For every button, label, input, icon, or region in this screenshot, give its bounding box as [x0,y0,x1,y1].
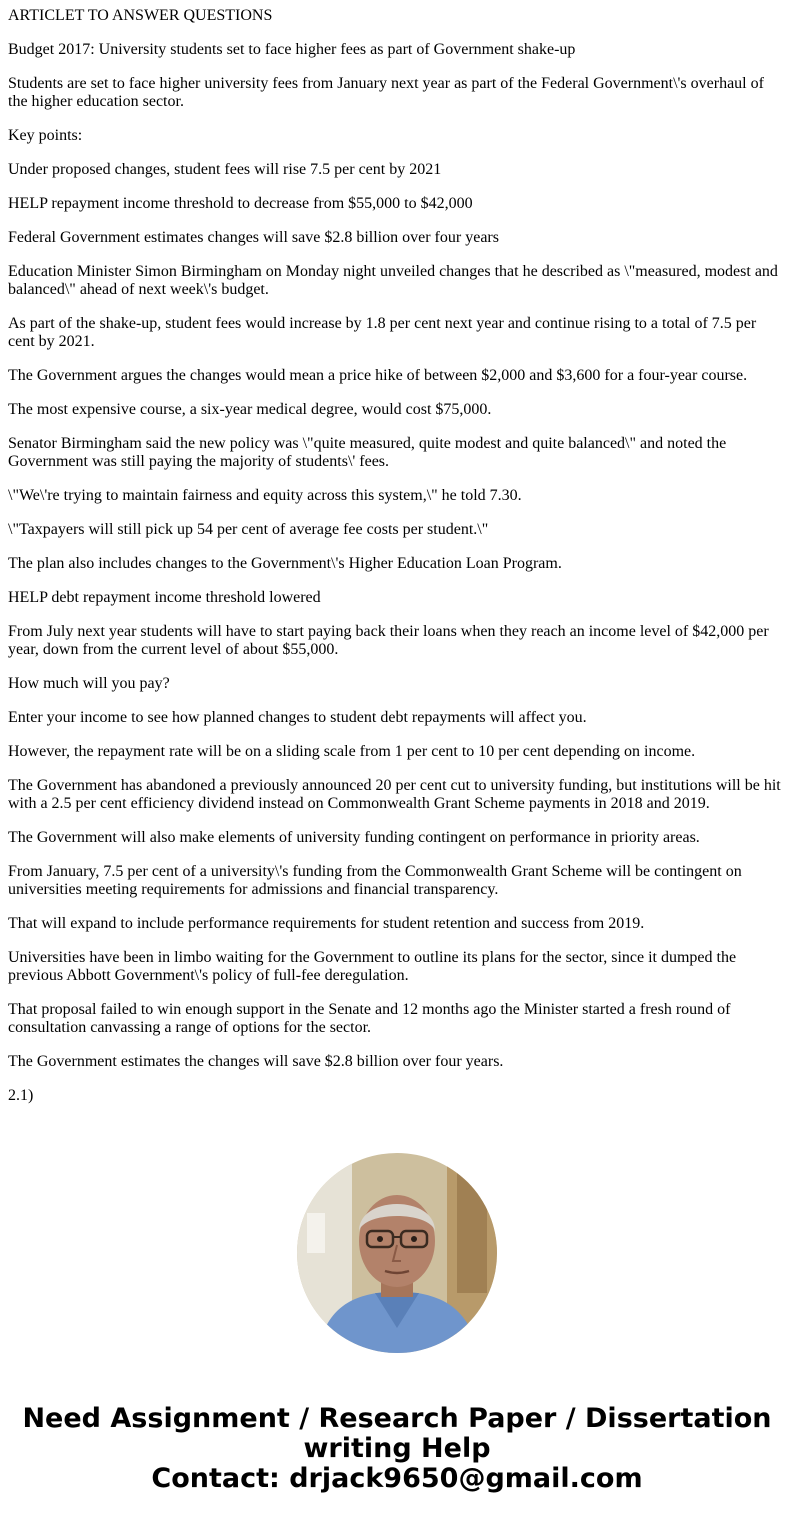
article-paragraph: Senator Birmingham said the new policy was \"quite measured, quite modest and quite balanced\" and noted the Government was still paying the majority of students\' fees. [8,435,727,470]
promo-line-1: Need Assignment / Research Paper / Dissertation [22,1403,772,1434]
article-paragraph: That will expand to include performance requirements for student retention and success from 2019. [8,915,645,932]
question-number: 2.1) [8,1087,34,1104]
article-paragraph: The plan also includes changes to the Government\'s Higher Education Loan Program. [8,555,562,572]
article-paragraph: The Government has abandoned a previously announced 20 per cent cut to university funding, but institutions will be hit with a 2.5 per cent efficiency dividend instead on Commonwealth Grant Scheme payments in 2018 and 2019. [8,777,781,812]
article-paragraph: From July next year students will have to start paying back their loans when they reach an income level of $42,000 per year, down from the current level of about $55,000. [8,623,769,658]
article-body [8,7,786,1121]
article-paragraph: The Government argues the changes would mean a price hike of between $2,000 and $3,600 for a four-year course. [8,367,748,384]
article-subheading: How much will you pay? [8,675,170,692]
article-title: Budget 2017: University students set to face higher fees as part of Government shake-up [8,41,576,58]
article-subheading: HELP debt repayment income threshold lowered [8,589,321,606]
key-points-heading: Key points: [8,127,83,144]
article-paragraph: That proposal failed to win enough support in the Senate and 12 months ago the Minister started a fresh round of consultation canvassing a range of options for the sector. [8,1001,731,1036]
article-paragraph: However, the repayment rate will be on a sliding scale from 1 per cent to 10 per cent depending on income. [8,743,696,760]
article-paragraph: As part of the shake-up, student fees would increase by 1.8 per cent next year and continue rising to a total of 7.5 per cent by 2021. [8,315,757,350]
article-paragraph: Enter your income to see how planned changes to student debt repayments will affect you. [8,709,587,726]
portrait-image [297,1153,497,1353]
promo-banner [0,1404,794,1494]
article-paragraph: \"Taxpayers will still pick up 54 per cent of average fee costs per student.\" [8,521,489,538]
article-paragraph: The Government estimates the changes will save $2.8 billion over four years. [8,1053,504,1070]
article-paragraph: Education Minister Simon Birmingham on Monday night unveiled changes that he described as \"measured, modest and balanced\" ahead of next week\'s budget. [8,263,778,298]
key-point: Federal Government estimates changes will save $2.8 billion over four years [8,229,499,246]
article-paragraph: \"We\'re trying to maintain fairness and equity across this system,\" he told 7.30. [8,487,522,504]
key-point: HELP repayment income threshold to decrease from $55,000 to $42,000 [8,195,473,212]
article-paragraph: From January, 7.5 per cent of a university\'s funding from the Commonwealth Grant Scheme will be contingent on universities meeting requirements for admissions and financial transparency. [8,863,742,898]
article-paragraph: The most expensive course, a six-year medical degree, would cost $75,000. [8,401,492,418]
article-heading: ARTICLET TO ANSWER QUESTIONS [8,7,273,24]
promo-line-2: writing Help [303,1433,491,1464]
article-paragraph: Universities have been in limbo waiting for the Government to outline its plans for the sector, since it dumped the previous Abbott Government\'s policy of full-fee deregulation. [8,949,737,984]
article-paragraph: Students are set to face higher university fees from January next year as part of the Federal Government\'s overhaul of the higher education sector. [8,75,764,110]
author-avatar [297,1153,497,1353]
article-paragraph: The Government will also make elements of university funding contingent on performance in priority areas. [8,829,700,846]
promo-contact: Contact: drjack9650@gmail.com [151,1463,643,1494]
key-point: Under proposed changes, student fees will rise 7.5 per cent by 2021 [8,161,442,178]
